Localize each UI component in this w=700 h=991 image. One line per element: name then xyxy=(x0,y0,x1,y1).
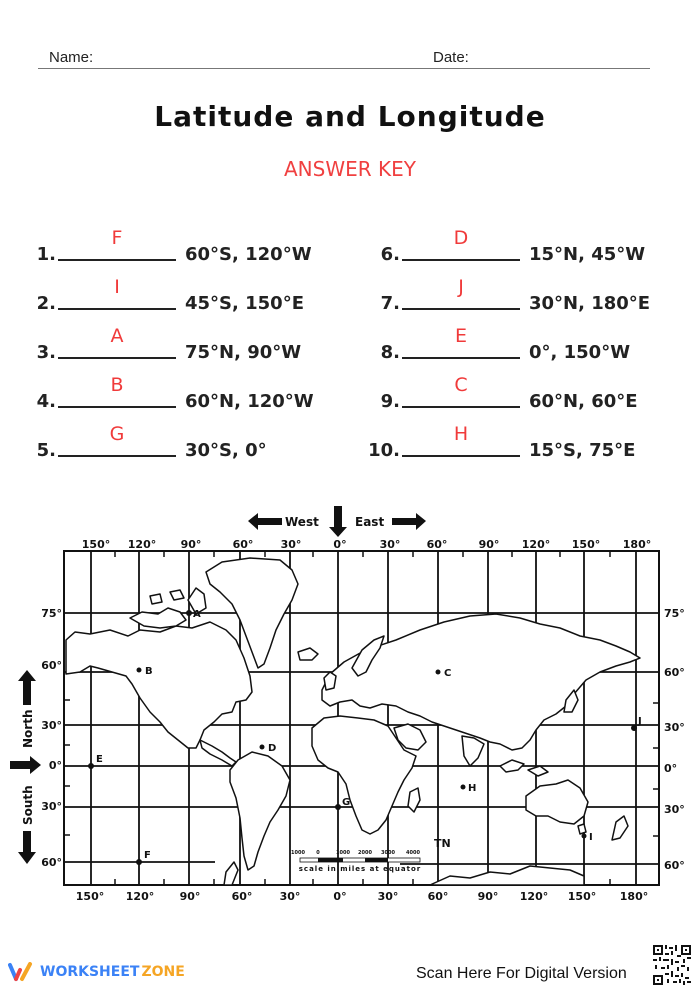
answer-blank[interactable] xyxy=(402,325,520,359)
south-arrow-icon xyxy=(18,831,36,864)
svg-text:3000: 3000 xyxy=(381,850,395,856)
prime-meridian-arrow-icon xyxy=(329,506,347,537)
left-latitude-labels xyxy=(41,607,62,869)
answer-blank[interactable] xyxy=(402,276,520,310)
svg-text:60°: 60° xyxy=(427,890,449,903)
coordinate-text: 45°S, 150°E xyxy=(185,293,304,314)
coordinate-text: 60°N, 60°E xyxy=(529,391,638,412)
svg-text:0°: 0° xyxy=(664,762,678,775)
answer-text: A xyxy=(110,325,124,347)
svg-text:C: C xyxy=(444,668,452,679)
svg-text:E: E xyxy=(96,754,103,765)
question-2 xyxy=(20,276,304,314)
svg-text:30°: 30° xyxy=(279,890,301,903)
answer-text: J xyxy=(458,276,464,298)
page-title: Latitude and Longitude xyxy=(154,100,546,133)
svg-text:1000: 1000 xyxy=(291,850,305,856)
point-j xyxy=(631,725,637,731)
svg-text:30°: 30° xyxy=(280,538,302,551)
question-8 xyxy=(360,325,631,363)
svg-text:30°: 30° xyxy=(379,538,401,551)
answer-text: I xyxy=(114,276,120,298)
question-9 xyxy=(360,374,638,412)
south-label: South xyxy=(21,785,35,825)
svg-text:60°: 60° xyxy=(664,666,685,679)
svg-text:75°: 75° xyxy=(41,607,62,620)
svg-text:0°: 0° xyxy=(333,890,347,903)
svg-text:60°: 60° xyxy=(426,538,448,551)
point-d xyxy=(260,745,265,750)
worksheet-zone-logo[interactable] xyxy=(8,962,185,982)
point-c xyxy=(436,670,441,675)
point-b xyxy=(137,668,142,673)
svg-text:30°: 30° xyxy=(664,721,685,734)
answer-blank[interactable] xyxy=(58,227,176,261)
svg-text:2000: 2000 xyxy=(358,850,372,856)
svg-text:0°: 0° xyxy=(333,538,347,551)
question-number: 8. xyxy=(380,342,400,363)
svg-text:120°: 120° xyxy=(125,890,155,903)
question-number: 2. xyxy=(36,293,56,314)
question-5 xyxy=(20,423,267,461)
svg-text:scale in miles at equator: scale in miles at equator xyxy=(298,865,422,873)
svg-text:1000: 1000 xyxy=(336,850,350,856)
top-longitude-labels xyxy=(82,538,651,551)
true-north-label: TN xyxy=(434,837,451,850)
answer-blank[interactable] xyxy=(58,374,176,408)
svg-text:120°: 120° xyxy=(521,538,551,551)
question-1 xyxy=(20,227,312,265)
north-arrow-icon xyxy=(18,670,36,705)
equator-arrow-icon xyxy=(10,756,41,774)
svg-text:30°: 30° xyxy=(377,890,399,903)
question-number: 3. xyxy=(36,342,56,363)
coordinate-text: 30°S, 0° xyxy=(185,440,267,461)
coordinate-text: 0°, 150°W xyxy=(529,342,631,363)
brand-name-part1: WORKSHEET xyxy=(40,964,140,980)
svg-text:150°: 150° xyxy=(567,890,597,903)
svg-text:D: D xyxy=(268,743,277,754)
answer-blank[interactable] xyxy=(58,276,176,310)
svg-text:150°: 150° xyxy=(75,890,105,903)
logo-mark-icon xyxy=(8,962,34,982)
point-g xyxy=(335,804,341,810)
world-map xyxy=(0,495,700,915)
svg-text:60°: 60° xyxy=(664,859,685,872)
question-4 xyxy=(20,374,314,412)
west-label: West xyxy=(285,515,319,529)
svg-text:B: B xyxy=(145,666,153,677)
svg-text:90°: 90° xyxy=(179,890,201,903)
question-number: 5. xyxy=(36,440,56,461)
svg-text:180°: 180° xyxy=(619,890,649,903)
svg-text:I: I xyxy=(589,832,593,843)
header-rule xyxy=(38,68,650,69)
question-number: 6. xyxy=(380,244,400,265)
brand-name-part2: ZONE xyxy=(141,964,185,980)
svg-text:150°: 150° xyxy=(81,538,111,551)
answer-blank[interactable] xyxy=(402,374,520,408)
svg-text:4000: 4000 xyxy=(406,850,420,856)
answer-blank[interactable] xyxy=(58,423,176,457)
svg-text:60°: 60° xyxy=(41,856,62,869)
answer-text: B xyxy=(110,374,124,396)
right-latitude-labels xyxy=(664,607,685,872)
svg-text:120°: 120° xyxy=(519,890,549,903)
point-f xyxy=(136,859,142,865)
answer-blank[interactable] xyxy=(402,423,520,457)
east-label: East xyxy=(355,515,385,529)
answer-text: G xyxy=(109,423,125,445)
answer-key-label: ANSWER KEY xyxy=(284,157,416,181)
point-a xyxy=(186,610,192,616)
question-6 xyxy=(360,227,646,265)
question-10 xyxy=(360,423,636,461)
coordinate-text: 60°N, 120°W xyxy=(185,391,314,412)
east-arrow-icon xyxy=(392,513,426,530)
svg-text:60°: 60° xyxy=(231,890,253,903)
question-number: 10. xyxy=(368,440,400,461)
svg-text:G: G xyxy=(342,797,351,808)
map-scale xyxy=(291,850,421,873)
coordinate-text: 15°S, 75°E xyxy=(529,440,636,461)
answer-text: F xyxy=(111,227,123,249)
answer-text: E xyxy=(454,325,467,347)
answer-text: H xyxy=(453,423,469,445)
svg-text:60°: 60° xyxy=(41,659,62,672)
svg-text:90°: 90° xyxy=(477,890,499,903)
svg-text:90°: 90° xyxy=(478,538,500,551)
question-number: 1. xyxy=(36,244,56,265)
answer-blank[interactable] xyxy=(58,325,176,359)
point-h xyxy=(461,785,466,790)
svg-text:F: F xyxy=(144,850,151,861)
svg-text:150°: 150° xyxy=(571,538,601,551)
svg-text:120°: 120° xyxy=(127,538,157,551)
svg-text:A: A xyxy=(193,609,201,620)
west-arrow-icon xyxy=(248,513,282,530)
coordinate-text: 15°N, 45°W xyxy=(529,244,646,265)
question-3 xyxy=(20,325,302,363)
qr-code-icon[interactable] xyxy=(653,945,691,985)
answer-text: C xyxy=(454,374,468,396)
date-label: Date: xyxy=(433,49,469,66)
question-number: 7. xyxy=(380,293,400,314)
name-label: Name: xyxy=(49,49,94,66)
svg-text:30°: 30° xyxy=(41,719,62,732)
answer-text: D xyxy=(453,227,469,249)
svg-text:0°: 0° xyxy=(48,759,62,772)
point-i xyxy=(582,834,587,839)
svg-text:J: J xyxy=(638,716,642,727)
south-america xyxy=(230,752,290,870)
svg-text:30°: 30° xyxy=(41,800,62,813)
svg-text:75°: 75° xyxy=(664,607,685,620)
bottom-longitude-labels xyxy=(76,890,648,903)
coordinate-text: 60°S, 120°W xyxy=(185,244,312,265)
north-label: North xyxy=(21,709,35,748)
north-america xyxy=(66,622,252,748)
scan-text: Scan Here For Digital Version xyxy=(416,965,627,982)
question-number: 9. xyxy=(380,391,400,412)
point-e xyxy=(88,763,94,769)
svg-text:H: H xyxy=(468,783,477,794)
question-7 xyxy=(360,276,651,314)
answer-blank[interactable] xyxy=(402,227,520,261)
svg-text:30°: 30° xyxy=(664,803,685,816)
svg-text:60°: 60° xyxy=(232,538,254,551)
coordinate-text: 75°N, 90°W xyxy=(185,342,302,363)
question-number: 4. xyxy=(36,391,56,412)
coordinate-text: 30°N, 180°E xyxy=(529,293,651,314)
svg-text:0: 0 xyxy=(316,850,320,856)
svg-text:180°: 180° xyxy=(622,538,652,551)
svg-text:90°: 90° xyxy=(180,538,202,551)
continent-outlines xyxy=(66,558,640,885)
